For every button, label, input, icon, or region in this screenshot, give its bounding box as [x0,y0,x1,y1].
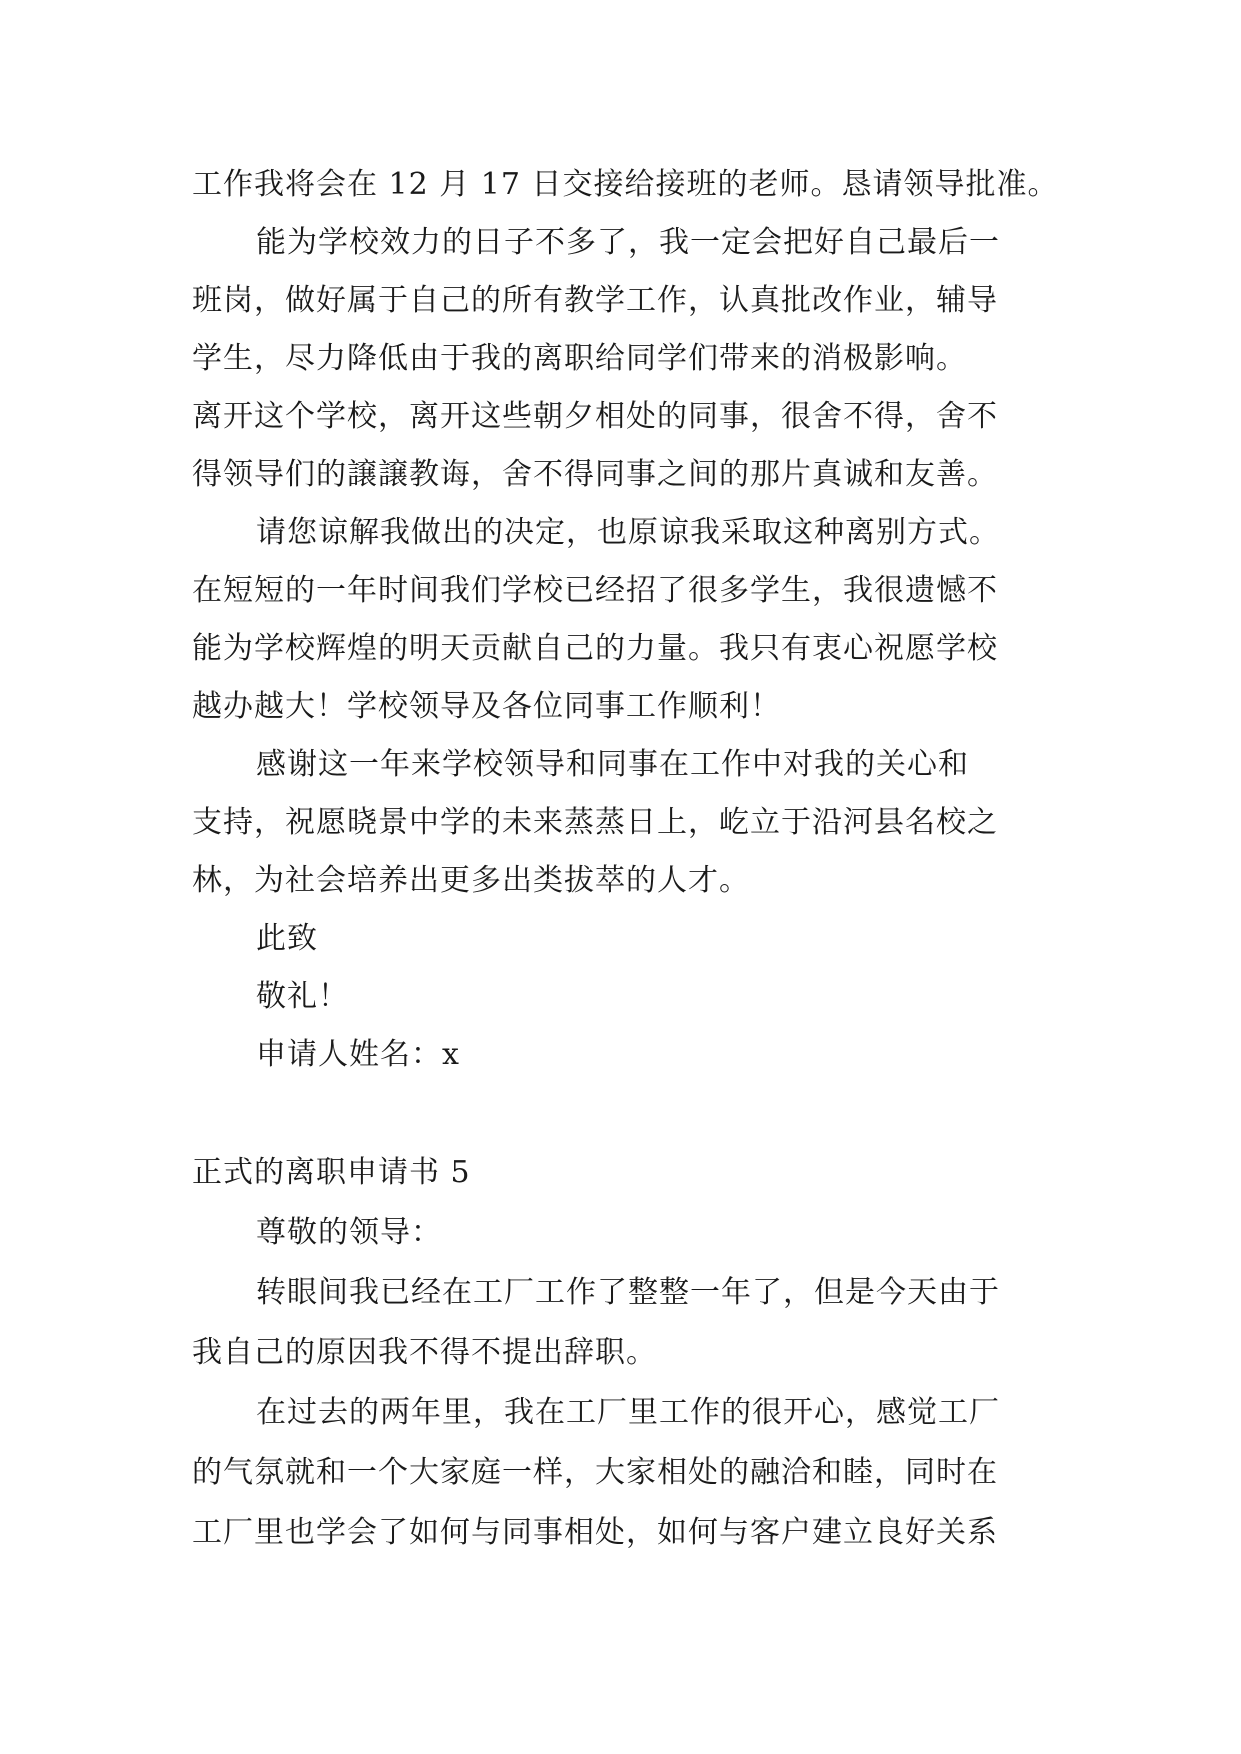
closing-salutation: 此致 [256,921,318,956]
body-text-line: 林，为社会培养出更多出类拔萃的人才。 [192,863,750,898]
body-text-line: 我自己的原因我不得不提出辞职。 [192,1335,657,1370]
paragraph-first-line: 转眼间我已经在工厂工作了整整一年了，但是今天由于 [256,1275,1000,1310]
paragraph-first-line: 请您谅解我做出的决定，也原谅我采取这种离别方式。 [256,515,1000,550]
section-title: 正式的离职申请书 5 [192,1155,471,1190]
body-text-line: 支持，祝愿晓景中学的未来蒸蒸日上，屹立于沿河县名校之 [192,805,998,840]
letter-greeting: 尊敬的领导： [256,1215,442,1250]
body-text-line: 越办越大！学校领导及各位同事工作顺利！ [192,689,781,724]
body-text-line: 的气氛就和一个大家庭一样，大家相处的融洽和睦，同时在 [192,1455,998,1490]
closing-regards: 敬礼！ [256,979,349,1014]
body-text-line: 学生，尽力降低由于我的离职给同学们带来的消极影响。 [192,341,967,376]
body-text-line: 在短短的一年时间我们学校已经招了很多学生，我很遗憾不 [192,573,998,608]
body-text-line: 工作我将会在 12 月 17 日交接给接班的老师。恳请领导批准。 [192,167,1059,202]
body-text-line: 得领导们的譲譲教诲，舍不得同事之间的那片真诚和友善。 [192,457,998,492]
applicant-name: 申请人姓名：x [256,1037,460,1072]
body-text-line: 班岗，做好属于自己的所有教学工作，认真批改作业，辅导 [192,283,998,318]
paragraph-first-line: 在过去的两年里，我在工厂里工作的很开心，感觉工厂 [256,1395,1000,1430]
body-text-line: 工厂里也学会了如何与同事相处，如何与客户建立良好关系 [192,1515,998,1550]
body-text-line: 能为学校辉煌的明天贡献自己的力量。我只有衷心祝愿学校 [192,631,998,666]
paragraph-first-line: 感谢这一年来学校领导和同事在工作中对我的关心和 [256,747,969,782]
body-text-line: 离开这个学校，离开这些朝夕相处的同事，很舍不得，舍不 [192,399,998,434]
paragraph-first-line: 能为学校效力的日子不多了，我一定会把好自己最后一 [256,225,1000,260]
